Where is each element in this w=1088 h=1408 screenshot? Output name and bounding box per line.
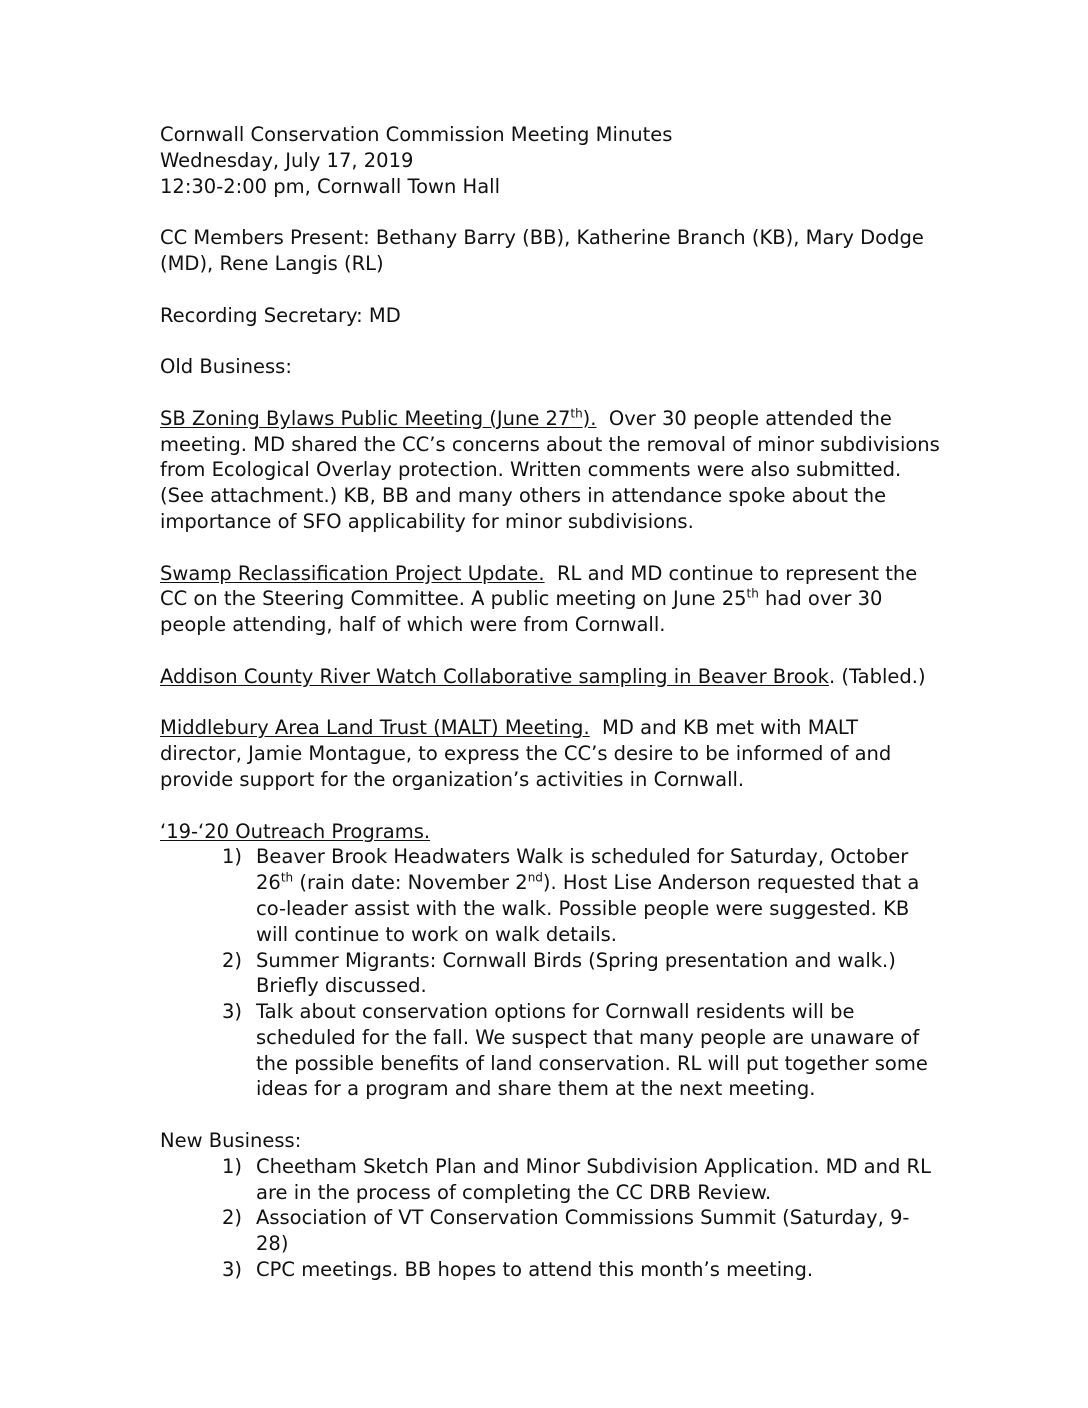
old-business-item-malt [160,715,940,792]
list-item: 2) Association of VT Conservation Commissions Summit (Saturday, 9-28) [222,1206,910,1256]
item-body: RL and MD continue to represent the CC on the Steering Committee. A public meeting on June 25th had over 30 people attending, half of which were from Cornwall. [160,561,918,637]
new-business-list [160,1154,940,1283]
item-title: Middlebury Area Land Trust (MALT) Meeting. [160,716,590,740]
new-business-heading: New Business: [160,1129,302,1153]
item-title: Swamp Reclassification Project Update. [160,561,545,585]
list-item: 2) Summer Migrants: Cornwall Birds (Spring presentation and walk.) Briefly discussed. [222,948,896,998]
old-business-item-zoning [160,406,940,535]
list-item: 3) Talk about conservation options for Cornwall residents will be scheduled for the fall. We suspect that many people are unaware of the possible benefits of land conservation. RL will put together some ideas for a program and share them at the next meeting. [222,1000,928,1101]
item-body: MD and KB met with MALT director, Jamie Montague, to express the CC’s desire to be informed of and provide support for the organization’s activities in Cornwall. [160,716,892,791]
list-item: 3) CPC meetings. BB hopes to attend this month’s meeting. [222,1258,814,1282]
outreach-heading: ‘19-‘20 Outreach Programs. [160,819,431,843]
item-body: . (Tabled.) [828,664,926,688]
members-present: CC Members Present: Bethany Barry (BB), Katherine Branch (KB), Mary Dodge (MD), Rene Langis (RL) [160,226,924,275]
recording-secretary: Recording Secretary: MD [160,303,401,327]
old-business-item-swamp [160,561,940,638]
item-title: Addison County River Watch Collaborative sampling in Beaver Brook [160,664,829,688]
old-business-heading: Old Business: [160,355,292,379]
old-business-item-river-watch [160,664,940,690]
minutes-header [160,122,940,199]
meeting-time-place: 12:30-2:00 pm, Cornwall Town Hall [160,174,500,198]
item-body: Over 30 people attended the meeting. MD shared the CC’s concerns about the removal of minor subdivisions from Ecological Overlay protection. Written comments were also submitted. (See attachment.) KB, BB and many others in attendance spoke about the importance of SFO applicability for minor subdivisions. [160,406,940,533]
item-title: SB Zoning Bylaws Public Meeting (June 27th). [160,406,597,430]
meeting-date: Wednesday, July 17, 2019 [160,148,414,172]
outreach-list [160,844,940,1102]
document-title: Cornwall Conservation Commission Meeting Minutes [160,123,673,146]
list-item: 1) Cheetham Sketch Plan and Minor Subdivision Application. MD and RL are in the process of completing the CC DRB Review. [222,1154,931,1204]
list-item: 1) Beaver Brook Headwaters Walk is scheduled for Saturday, October 26th (rain date: November 2nd). Host Lise Anderson requested that a co-leader assist with the walk. Possible people were suggested. KB will continue to work on walk details. [222,845,920,946]
minutes-document [160,122,940,1283]
